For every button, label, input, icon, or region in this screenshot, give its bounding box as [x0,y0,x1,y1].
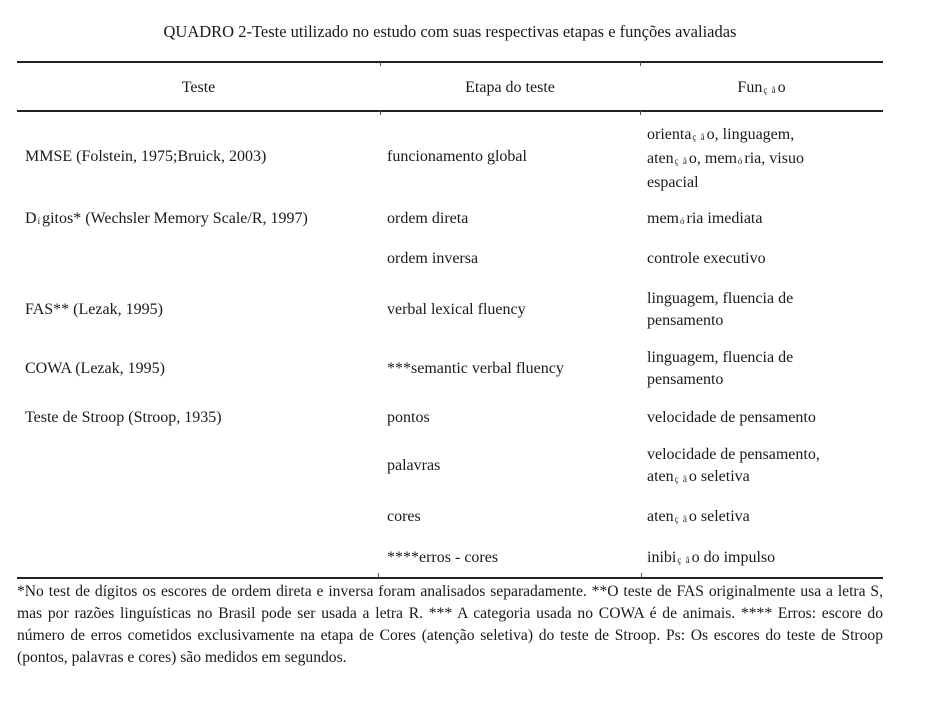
cell-etapa: funcionamento global [387,148,527,165]
cell-funcao: controle executivo [647,250,766,267]
top-rule [17,61,883,63]
cell-text: o, linguagem, [706,126,795,143]
cell-etapa: ***semantic verbal fluency [387,360,564,377]
cell-teste: COWA (Lezak, 1995) [25,360,165,377]
header-teste: Teste [181,79,216,96]
header-etapa: Etapa do teste [465,79,555,96]
garbled-glyph: ó [737,156,744,166]
cell-text: inibi [647,549,677,566]
cell-text: aten [647,508,674,525]
column-tick [380,62,381,66]
cell-funcao [647,208,762,232]
cell-teste: MMSE (Folstein, 1975;Bruick, 2003) [25,148,267,165]
cell-text: aten [647,150,674,167]
header-funcao-text: o [777,79,786,96]
cell-text: ria imediata [686,210,763,227]
garbled-glyph: ç ã [674,156,688,166]
cell-text: espacial [647,174,699,191]
cell-text: o, mem [688,150,737,167]
cell-text: orienta [647,126,692,143]
garbled-glyph: ç ã [763,85,777,95]
cell-funcao [647,506,750,530]
column-tick [380,111,381,115]
table-caption: QUADRO 2-Teste utilizado no estudo com suas respectivas etapas e funções avaliadas [163,22,737,41]
cell-etapa: cores [387,508,421,525]
cell-funcao [647,124,804,194]
garbled-glyph: ç ã [677,555,691,565]
cell-text: ria, visuo [744,150,804,167]
cell-text: o seletiva [688,508,750,525]
garbled-glyph: ç ã [674,514,688,524]
cell-funcao [647,547,775,571]
cell-funcao-line: linguagem, fluencia de [647,290,794,307]
cell-funcao [647,288,793,332]
cell-text: mem [647,210,679,227]
garbled-glyph: ç ã [692,132,706,142]
garbled-glyph: ó [680,216,686,226]
header-funcao-text: Fun [737,79,763,96]
column-tick [641,573,642,577]
table-footnote: *No test de dígitos os escores de ordem direta e inversa foram analisados separadamente. **O teste de FAS originalmente usa a letra S, mas por razões linguísticas no Brasil pode ser usada a letra R. *** A categoria usada no COWA é de animais. **** Erros: escore do número de erros cometidos exclusivamente na etapa de Cores (atenção seletiva) do teste de Stroop. Ps: Os escores do teste de Stroop (pontos, palavras e cores) são medidos em segundos. [17,583,883,666]
cell-text: D [25,210,37,227]
cell-etapa: verbal lexical fluency [387,301,526,318]
cell-text: velocidade de pensamento, [647,446,820,463]
cell-etapa: palavras [387,457,441,474]
garbled-glyph: í [37,216,42,226]
cell-funcao-line: pensamento [647,371,724,388]
cell-etapa: ordem direta [387,210,469,227]
cell-funcao: velocidade de pensamento [647,409,816,426]
cell-text: aten [647,468,674,485]
cell-funcao [647,444,820,490]
column-tick [640,62,641,66]
cell-teste [25,208,308,232]
header-rule [17,110,883,112]
cell-teste: FAS** (Lezak, 1995) [25,301,163,318]
garbled-glyph: ç ã [674,474,688,484]
cell-funcao-line: pensamento [647,312,724,329]
cell-etapa: ****erros - cores [387,549,499,566]
cell-text: o do impulso [691,549,776,566]
column-tick [640,111,641,115]
cell-funcao-line: linguagem, fluencia de [647,349,794,366]
column-tick [378,573,379,577]
cell-teste: Teste de Stroop (Stroop, 1935) [25,409,222,426]
cell-etapa: pontos [387,409,430,426]
cell-text: gitos* (Wechsler Memory Scale/R, 1997) [42,210,308,227]
header-funcao [640,79,883,97]
cell-funcao [647,347,793,391]
cell-text: o seletiva [688,468,750,485]
cell-etapa: ordem inversa [387,250,479,267]
bottom-rule [17,577,883,579]
